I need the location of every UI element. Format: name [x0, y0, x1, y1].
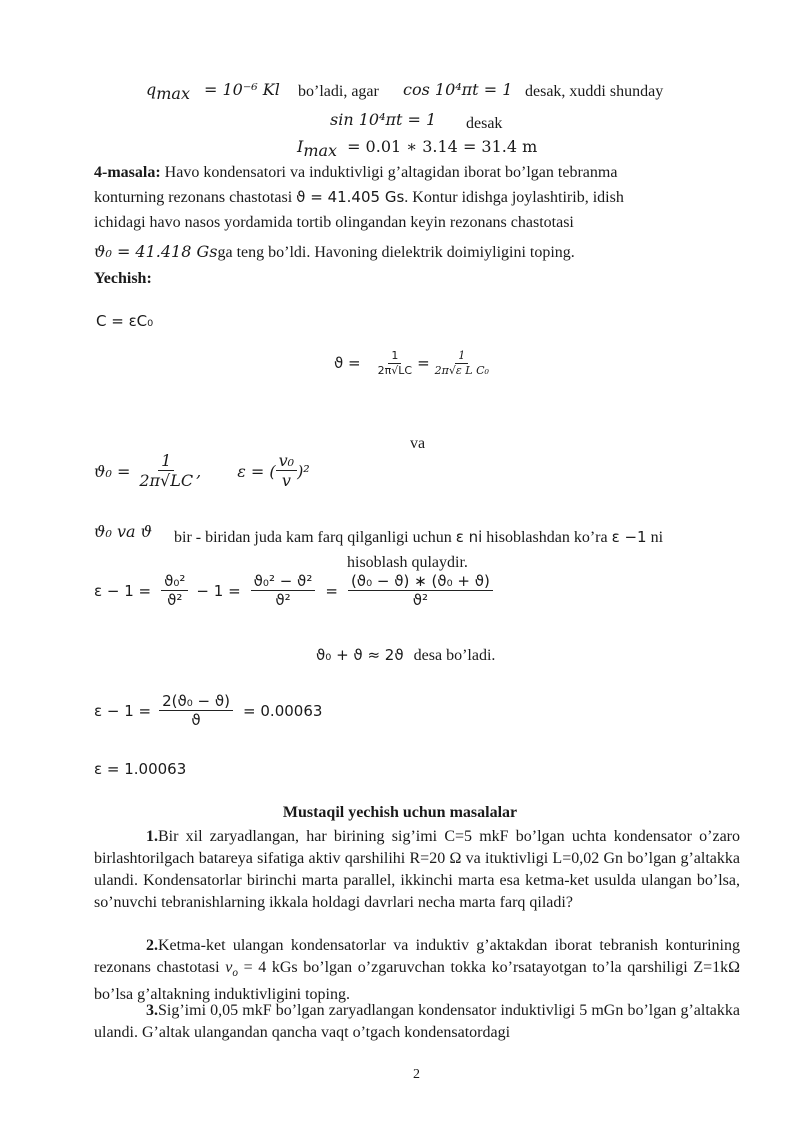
- theta-value: ϑ = 41.405 Gs: [296, 188, 405, 206]
- problem4-text2a: konturning rezonans chastotasi: [94, 189, 293, 206]
- imax-value: = 0.01 ∗ 3.14 = 31.4 m: [347, 137, 538, 156]
- problem-3-text: Sig’imi 0,05 mkF bo’lgan zaryadlangan kondensator induktivligi 5 mGn bo’lgan g’altakka ulandi. G’altak ulangandan qancha vaqt o’tgach kondensatordagi: [94, 1002, 740, 1041]
- qmax-formula: [146, 80, 280, 103]
- equals-sign: =: [417, 354, 430, 373]
- imax-subscript: max: [303, 141, 338, 161]
- fraction-7: [348, 573, 493, 609]
- eq8-lhs: ε − 1 =: [94, 702, 152, 721]
- text-ni: ni: [650, 529, 664, 546]
- comma: ,: [196, 461, 202, 481]
- epsilon-minus-one-formula: [94, 573, 493, 609]
- problem4-label: 4-masala:: [94, 164, 161, 181]
- text-desak: desak: [466, 115, 503, 132]
- fraction-8: [159, 693, 233, 729]
- fraction-6-denominator: ϑ²: [275, 591, 291, 610]
- problem-3-number: 3.: [146, 1002, 158, 1019]
- epsilon-result-formula: [94, 693, 322, 729]
- epsilon-minus-one: ε −1: [611, 528, 647, 546]
- eq5-equals: =: [325, 582, 338, 601]
- theta0-value: ϑ₀ = 41.418 Gs: [94, 242, 218, 261]
- eq5-mid: − 1 =: [196, 582, 241, 601]
- text-bo-ladi-agar: bo’ladi, agar: [298, 83, 379, 100]
- page-number: 2: [413, 1067, 420, 1082]
- text-desa-bo-ladi: desa bo’ladi.: [413, 647, 496, 664]
- text-bir-biridan: bir - biridan juda kam farq qilganligi uchun: [174, 529, 452, 546]
- fraction-1-numerator: 1: [388, 350, 401, 364]
- imax-symbol: I: [297, 137, 304, 156]
- solution-label: Yechish:: [94, 270, 152, 287]
- text-desak-xuddi: desak, xuddi shunday: [525, 83, 664, 100]
- comparison-line: [174, 528, 663, 547]
- epsilon-lhs: ε = (: [237, 461, 276, 481]
- problem4-line2: [94, 188, 624, 207]
- capacitance-equation: C = εC₀: [96, 312, 154, 330]
- theta0-lhs: ϑ₀ =: [94, 461, 131, 481]
- fraction-6: [251, 573, 316, 609]
- epsilon-final: ε = 1.00063: [94, 760, 187, 778]
- problem-2-v-subscript: o: [232, 967, 238, 980]
- fraction-7-denominator: ϑ²: [412, 591, 429, 610]
- problem4-line4: [94, 242, 575, 262]
- fraction-6-numerator: ϑ₀² − ϑ²: [251, 573, 316, 591]
- fraction-8-numerator: 2(ϑ₀ − ϑ): [159, 693, 233, 711]
- fraction-3-numerator: 1: [158, 452, 174, 471]
- epsilon-close: )²: [297, 461, 310, 481]
- problem-1: [94, 826, 740, 914]
- fraction-1: [375, 350, 415, 377]
- resonance-formula: [334, 350, 492, 377]
- problem-1-number: 1.: [146, 828, 158, 845]
- theta-pair: ϑ₀ va ϑ: [94, 522, 153, 541]
- fraction-1-denominator: 2π√LC: [377, 363, 413, 377]
- problem-2-v: v: [225, 959, 233, 976]
- problem4-line1: [94, 164, 617, 182]
- problem-2: [94, 935, 740, 1006]
- problem-1-text: Bir xil zaryadlangan, har birining sig’imi C=5 mkF bo’lgan uchta kondensator o’zaro birlashtorilgach batareya sifatiga aktiv qarshilihi R=20 Ω va ituktivligi L=0,02 Gn bo’lgan g’altakka ulandi. Kondensatorlar birinchi marta parallel, ikkinchi marta esa ketma-ket usulda ulangan bo’lsa, so’nuvchi tebranishlarning ikkala holdagi davrlari necha marta farq qiladi?: [94, 828, 740, 911]
- problem-2-text-a: Ketma-ket ulangan kondensatorlar va induktiv g’aktakdan iborat tebranish konturining rezonans chastotasi: [94, 937, 740, 976]
- qmax-symbol: q: [146, 80, 157, 99]
- fraction-3: [136, 452, 196, 491]
- sin-formula: sin 10⁴πt = 1: [330, 110, 437, 129]
- problem4-text2b: . Kontur idishga joylashtirib, idish: [404, 189, 624, 206]
- qmax-subscript: max: [156, 84, 190, 104]
- theta-lhs: ϑ =: [334, 354, 361, 373]
- problem-3: [94, 1000, 740, 1044]
- imax-formula: [297, 137, 537, 160]
- approximation-line: [316, 646, 495, 665]
- problem4-text1: Havo kondensatori va induktivligi g’altagidan iborat bo’lgan tebranma: [164, 164, 618, 181]
- approx-equation: ϑ₀ + ϑ ≈ 2ϑ: [316, 646, 404, 664]
- fraction-2-numerator: 1: [455, 350, 468, 364]
- fraction-4: [276, 452, 297, 491]
- text-hisoblash-qulaydir: hisoblash qulaydir.: [347, 554, 468, 571]
- fraction-7-numerator: (ϑ₀ − ϑ) ∗ (ϑ₀ + ϑ): [348, 573, 493, 591]
- fraction-5-numerator: ϑ₀²: [161, 573, 188, 591]
- eq5-lhs: ε − 1 =: [94, 582, 152, 601]
- fraction-8-denominator: ϑ: [191, 711, 201, 730]
- cos-formula: cos 10⁴πt = 1: [403, 80, 513, 99]
- fraction-5-denominator: ϑ²: [167, 591, 183, 610]
- fraction-5: [161, 573, 188, 609]
- text-hisoblashdan: hisoblashdan ko’ra: [486, 529, 608, 546]
- text-va: va: [410, 435, 426, 452]
- fraction-2: [432, 350, 492, 377]
- problem-2-number: 2.: [146, 937, 158, 954]
- theta0-formula: [94, 452, 310, 491]
- qmax-value: = 10⁻⁶ Kl: [203, 80, 280, 99]
- problem4-text4: ga teng bo’ldi. Havoning dielektrik doimiyligini toping.: [217, 244, 575, 261]
- fraction-4-numerator: v₀: [276, 452, 297, 471]
- fraction-2-denominator: 2π√ε L C₀: [434, 363, 489, 377]
- fraction-3-denominator: 2π√LC: [139, 471, 194, 491]
- section-heading: Mustaqil yechish uchun masalalar: [282, 804, 518, 821]
- fraction-4-denominator: v: [281, 471, 291, 491]
- problem4-line3: ichidagi havo nasos yordamida tortib olingandan keyin rezonans chastotasi: [94, 214, 574, 231]
- problem-2-text-b: = 4 kGs bo’lgan o’zgaruvchan tokka ko’rsatayotgan to’la qarshiligi Z=1kΩ bo’lsa g’altakning induktivligini toping.: [94, 959, 741, 1004]
- eq8-rhs: = 0.00063: [243, 702, 323, 721]
- epsilon-ni: ε ni: [455, 528, 483, 546]
